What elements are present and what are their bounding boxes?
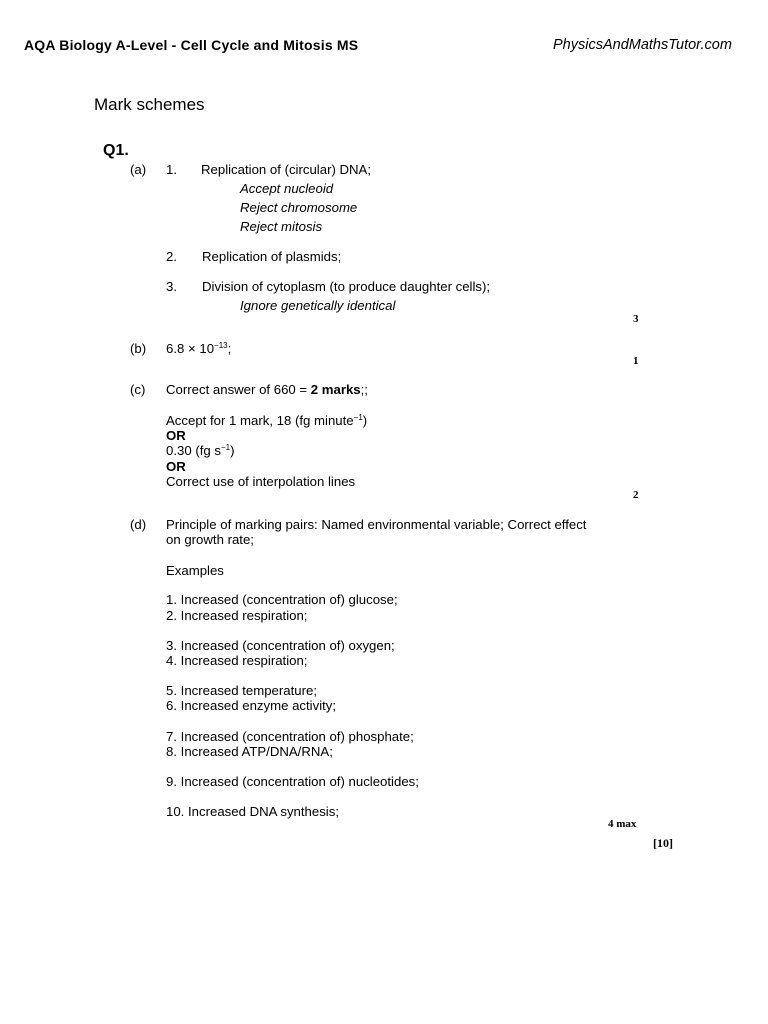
point-3-number: 3. <box>166 279 177 294</box>
point-1-text: Replication of (circular) DNA; <box>201 162 372 177</box>
part-d-principle-line-2: on growth rate; <box>166 532 254 547</box>
example-4: 4. Increased respiration; <box>166 653 308 668</box>
point-1-note-accept: Accept nucleoid <box>240 181 334 196</box>
part-c-line2-start: Accept for 1 mark, 18 (fg minute <box>166 413 354 428</box>
part-b-label: (b) <box>130 341 147 356</box>
part-c-accept-line <box>166 413 367 428</box>
example-1: 1. Increased (concentration of) glucose; <box>166 592 398 607</box>
part-b-tail: ; <box>227 341 232 356</box>
part-c-or-1: OR <box>166 428 186 443</box>
example-5: 5. Increased temperature; <box>166 683 318 698</box>
part-c-correct-answer <box>166 382 368 397</box>
example-2: 2. Increased respiration; <box>166 608 308 623</box>
point-3-note-ignore: Ignore genetically identical <box>240 298 396 313</box>
part-c-label: (c) <box>130 382 146 397</box>
part-c-line2-exponent: −1 <box>353 413 363 422</box>
part-c-line1-start: Correct answer of 660 = <box>166 382 311 397</box>
site-name: PhysicsAndMathsTutor.com <box>553 37 732 53</box>
part-a-marks: 3 <box>633 313 639 325</box>
example-9: 9. Increased (concentration of) nucleotides; <box>166 774 419 789</box>
part-b-answer <box>166 341 231 356</box>
part-d-principle-line-1: Principle of marking pairs: Named environmental variable; Correct effect <box>166 517 587 532</box>
part-c-line2-end: ) <box>362 413 368 428</box>
point-3-text: Division of cytoplasm (to produce daughter cells); <box>202 279 491 294</box>
question-total-marks: [10] <box>653 836 673 850</box>
part-d-marks: 4 max <box>608 818 637 830</box>
part-b-marks: 1 <box>633 355 639 367</box>
part-c-line3-start: 0.30 (fg s <box>166 443 221 458</box>
part-c-alt-answer <box>166 443 235 458</box>
part-c-line1-end: ;; <box>360 382 368 397</box>
example-3: 3. Increased (concentration of) oxygen; <box>166 638 395 653</box>
point-2-number: 2. <box>166 249 177 264</box>
part-c-interpolation: Correct use of interpolation lines <box>166 474 356 489</box>
part-c-line3-end: ) <box>230 443 235 458</box>
question-number: Q1. <box>103 142 129 159</box>
document-title: AQA Biology A-Level - Cell Cycle and Mitosis MS <box>24 37 359 53</box>
section-heading: Mark schemes <box>94 95 205 114</box>
example-8: 8. Increased ATP/DNA/RNA; <box>166 744 333 759</box>
example-10: 10. Increased DNA synthesis; <box>166 804 339 819</box>
point-1-note-reject-chromosome: Reject chromosome <box>240 200 358 215</box>
part-c-line3-exponent: −1 <box>220 443 231 452</box>
example-7: 7. Increased (concentration of) phosphate; <box>166 729 414 744</box>
examples-heading: Examples <box>166 563 224 578</box>
point-2-text: Replication of plasmids; <box>202 249 342 264</box>
part-b-exponent: −13 <box>214 341 228 350</box>
part-a-label: (a) <box>130 162 147 177</box>
point-1-note-reject-mitosis: Reject mitosis <box>240 219 323 234</box>
part-d-label: (d) <box>130 517 147 532</box>
part-b-base: 6.8 × 10 <box>166 341 215 356</box>
point-1-number: 1. <box>166 162 177 177</box>
part-c-line1-bold: 2 marks <box>310 382 361 397</box>
part-c-marks: 2 <box>633 489 639 501</box>
part-c-or-2: OR <box>166 459 186 474</box>
example-6: 6. Increased enzyme activity; <box>166 698 337 713</box>
